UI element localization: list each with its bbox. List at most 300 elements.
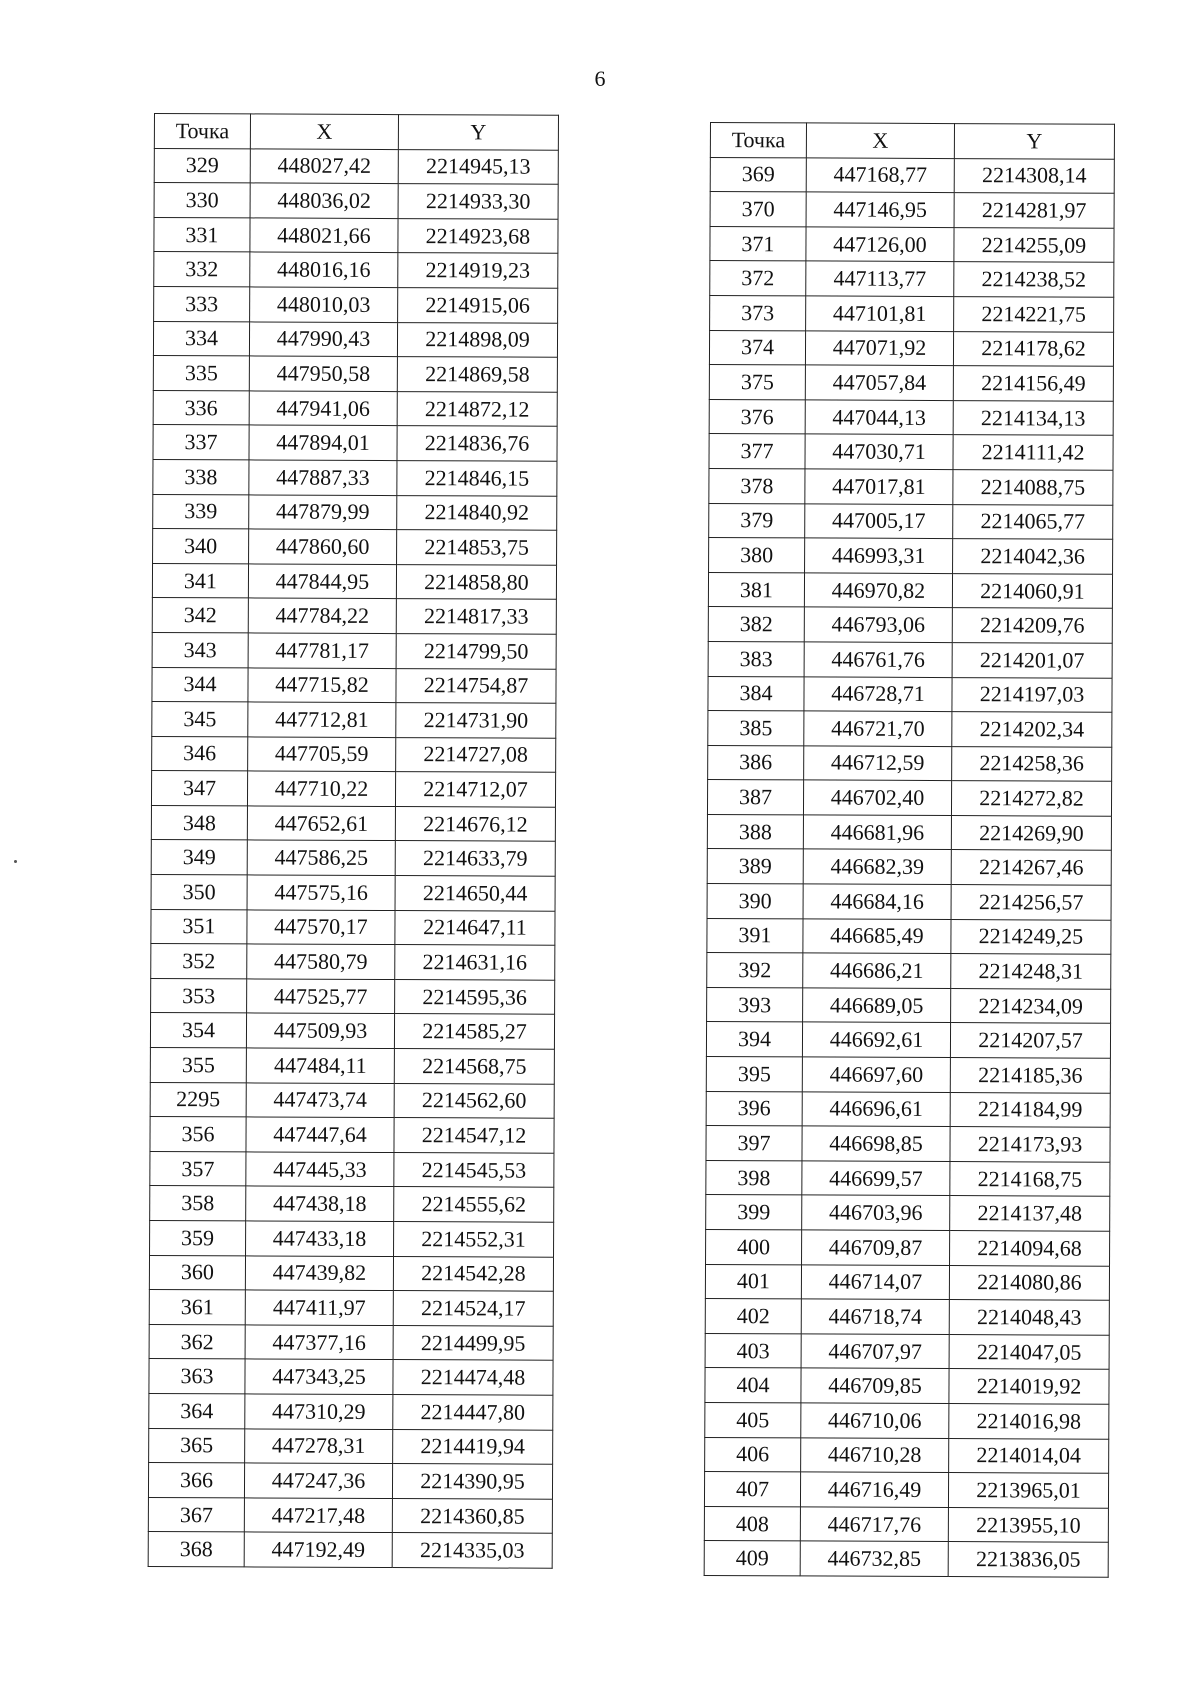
cell-x: 447712,81 [248, 702, 396, 737]
cell-point: 390 [707, 884, 803, 919]
cell-point: 345 [152, 702, 248, 737]
cell-y: 2214047,05 [949, 1334, 1109, 1369]
table-row [710, 261, 1114, 297]
cell-x: 447570,17 [247, 910, 395, 945]
table-row [153, 529, 557, 565]
cell-point: 387 [707, 780, 803, 815]
cell-point: 371 [710, 226, 806, 261]
cell-x: 447781,17 [248, 633, 396, 668]
cell-point: 351 [151, 909, 247, 944]
table-row [151, 944, 555, 980]
cell-point: 384 [708, 676, 804, 711]
table-row [707, 918, 1111, 954]
cell-y: 2213955,10 [948, 1507, 1108, 1542]
cell-y: 2214633,79 [395, 841, 555, 876]
cell-point: 361 [149, 1290, 245, 1325]
cell-x: 447509,93 [246, 1013, 394, 1048]
table-row [149, 1324, 553, 1360]
cell-y: 2214945,13 [398, 149, 558, 184]
cell-point: 377 [709, 434, 805, 469]
table-row [709, 434, 1113, 470]
table-row [706, 1229, 1110, 1265]
table-row [707, 814, 1111, 850]
table-row [705, 1437, 1109, 1473]
cell-x: 446710,28 [801, 1437, 949, 1472]
cell-y: 2214255,09 [954, 227, 1114, 262]
cell-point: 341 [152, 563, 248, 598]
cell-point: 396 [706, 1091, 802, 1126]
cell-y: 2214846,15 [397, 461, 557, 496]
cell-y: 2214111,42 [953, 435, 1113, 470]
table-row [710, 226, 1114, 262]
cell-y: 2214915,06 [398, 288, 558, 323]
cell-point: 331 [154, 217, 250, 252]
table-row [153, 425, 557, 461]
cell-y: 2214248,31 [951, 954, 1111, 989]
cell-x: 446793,06 [804, 607, 952, 642]
cell-point: 343 [152, 632, 248, 667]
cell-y: 2214256,57 [951, 885, 1111, 920]
cell-y: 2214562,60 [394, 1083, 554, 1118]
cell-y: 2214631,16 [395, 945, 555, 980]
cell-x: 447247,36 [244, 1463, 392, 1498]
table-row [706, 1160, 1110, 1196]
cell-y: 2214238,52 [954, 262, 1114, 297]
cell-x: 447101,81 [806, 296, 954, 331]
cell-point: 362 [149, 1324, 245, 1359]
cell-point: 340 [153, 529, 249, 564]
cell-y: 2214134,13 [953, 400, 1113, 435]
cell-point: 381 [708, 572, 804, 607]
cell-y: 2214202,34 [952, 712, 1112, 747]
cell-y: 2214272,82 [951, 781, 1111, 816]
table-header-row [154, 114, 558, 150]
cell-point: 378 [709, 468, 805, 503]
table-row [153, 459, 557, 495]
cell-point: 365 [149, 1428, 245, 1463]
cell-x: 447044,13 [805, 400, 953, 435]
cell-point: 376 [709, 399, 805, 434]
cell-y: 2214267,46 [951, 850, 1111, 885]
cell-point: 370 [710, 192, 806, 227]
cell-x: 446716,49 [800, 1472, 948, 1507]
table-row [148, 1532, 552, 1568]
table-row [707, 884, 1111, 920]
cell-x: 447343,25 [245, 1359, 393, 1394]
table-row [706, 1022, 1110, 1058]
cell-x: 446703,96 [802, 1195, 950, 1230]
cell-y: 2214898,09 [397, 322, 557, 357]
cell-x: 447411,97 [245, 1290, 393, 1325]
table-row [152, 667, 556, 703]
cell-y: 2213836,05 [948, 1542, 1108, 1577]
cell-point: 373 [710, 295, 806, 330]
cell-x: 447580,79 [247, 944, 395, 979]
cell-x: 447445,33 [246, 1152, 394, 1187]
table-row [151, 875, 555, 911]
cell-point: 368 [148, 1532, 244, 1567]
cell-y: 2214474,48 [393, 1360, 553, 1395]
cell-y: 2214731,90 [396, 703, 556, 738]
cell-x: 447784,22 [248, 598, 396, 633]
cell-point: 367 [148, 1497, 244, 1532]
cell-point: 337 [153, 425, 249, 460]
cell-y: 2214308,14 [954, 158, 1114, 193]
table-row [705, 1402, 1109, 1438]
cell-y: 2214249,25 [951, 919, 1111, 954]
table-row [709, 330, 1113, 366]
cell-point: 375 [709, 365, 805, 400]
cell-x: 447894,01 [249, 425, 397, 460]
cell-point: 393 [707, 987, 803, 1022]
cell-point: 401 [705, 1264, 801, 1299]
cell-x: 446712,59 [804, 746, 952, 781]
cell-y: 2214858,80 [396, 564, 556, 599]
cell-x: 447652,61 [247, 806, 395, 841]
table-row [154, 286, 558, 322]
table-row [708, 745, 1112, 781]
cell-x: 446707,97 [801, 1334, 949, 1369]
cell-point: 394 [706, 1022, 802, 1057]
table-row [151, 840, 555, 876]
table-row [151, 909, 555, 945]
cell-point: 400 [706, 1229, 802, 1264]
cell-y: 2214650,44 [395, 876, 555, 911]
table-row [148, 1497, 552, 1533]
table-row [152, 736, 556, 772]
cell-point: 392 [707, 953, 803, 988]
cell-point: 333 [154, 286, 250, 321]
cell-x: 447525,77 [247, 979, 395, 1014]
cell-y: 2214542,28 [393, 1256, 553, 1291]
table-row [154, 252, 558, 288]
cell-y: 2214447,80 [393, 1395, 553, 1430]
cell-x: 446714,07 [801, 1265, 949, 1300]
table-row [706, 1057, 1110, 1093]
cell-y: 2214840,92 [397, 495, 557, 530]
cell-point: 363 [149, 1359, 245, 1394]
cell-point: 405 [705, 1402, 801, 1437]
cell-point: 357 [150, 1151, 246, 1186]
table-row [150, 1220, 554, 1256]
table-row [153, 390, 557, 426]
cell-x: 447950,58 [249, 356, 397, 391]
cell-point: 346 [152, 736, 248, 771]
column-header-x: X [250, 114, 398, 149]
table-row [707, 987, 1111, 1023]
cell-point: 358 [150, 1186, 246, 1221]
table-row [704, 1506, 1108, 1542]
cell-point: 352 [151, 944, 247, 979]
cell-y: 2214390,95 [392, 1464, 552, 1499]
cell-x: 447844,95 [248, 564, 396, 599]
cell-x: 446684,16 [803, 884, 951, 919]
table-row [154, 217, 558, 253]
cell-point: 369 [710, 157, 806, 192]
table-row [149, 1290, 553, 1326]
cell-point: 2295 [150, 1082, 246, 1117]
table-row [706, 1091, 1110, 1127]
cell-x: 447990,43 [249, 321, 397, 356]
table-row [710, 157, 1114, 193]
cell-y: 2214647,11 [395, 910, 555, 945]
cell-y: 2214853,75 [397, 530, 557, 565]
cell-point: 344 [152, 667, 248, 702]
scan-speck [14, 860, 17, 863]
cell-x: 446717,76 [800, 1507, 948, 1542]
table-row [151, 978, 555, 1014]
table-row [148, 1463, 552, 1499]
cell-x: 447278,31 [245, 1428, 393, 1463]
cell-point: 395 [706, 1057, 802, 1092]
cell-y: 2214042,36 [953, 539, 1113, 574]
table-row [152, 632, 556, 668]
table-body-right [704, 157, 1114, 1577]
cell-x: 448016,16 [250, 252, 398, 287]
cell-y: 2214568,75 [394, 1049, 554, 1084]
column-header-y: Y [398, 115, 558, 150]
cell-point: 383 [708, 641, 804, 676]
table-row [150, 1186, 554, 1222]
cell-y: 2214817,33 [396, 599, 556, 634]
cell-y: 2214048,43 [949, 1300, 1109, 1335]
cell-y: 2214919,23 [398, 253, 558, 288]
cell-point: 356 [150, 1117, 246, 1152]
cell-x: 447146,95 [806, 192, 954, 227]
cell-x: 447887,33 [249, 460, 397, 495]
cell-point: 334 [153, 321, 249, 356]
table-row [706, 1195, 1110, 1231]
cell-x: 447586,25 [247, 840, 395, 875]
cell-point: 347 [151, 771, 247, 806]
table-row [705, 1264, 1109, 1300]
table-row [152, 702, 556, 738]
table-row [707, 780, 1111, 816]
table-row [704, 1472, 1108, 1508]
table-row [149, 1393, 553, 1429]
table-row [150, 1151, 554, 1187]
table-row [149, 1359, 553, 1395]
cell-point: 342 [152, 598, 248, 633]
cell-x: 447217,48 [244, 1498, 392, 1533]
table-row [707, 849, 1111, 885]
column-header-y: Y [954, 124, 1114, 159]
cell-x: 446970,82 [804, 573, 952, 608]
cell-point: 409 [704, 1541, 800, 1576]
cell-x: 448021,66 [250, 218, 398, 253]
cell-y: 2214545,53 [394, 1152, 554, 1187]
cell-y: 2214137,48 [950, 1196, 1110, 1231]
cell-y: 2214080,86 [949, 1265, 1109, 1300]
cell-x: 447071,92 [805, 330, 953, 365]
cell-y: 2214258,36 [952, 746, 1112, 781]
cell-x: 447310,29 [245, 1394, 393, 1429]
table-row [154, 183, 558, 219]
cell-y: 2214555,62 [394, 1187, 554, 1222]
cell-y: 2214016,98 [949, 1404, 1109, 1439]
table-row [708, 572, 1112, 608]
cell-y: 2214281,97 [954, 193, 1114, 228]
coordinates-table-left [148, 113, 559, 1569]
cell-x: 446686,21 [803, 953, 951, 988]
table-row [708, 711, 1112, 747]
cell-x: 446692,61 [802, 1022, 950, 1057]
cell-y: 2213965,01 [948, 1473, 1108, 1508]
cell-y: 2214184,99 [950, 1092, 1110, 1127]
cell-x: 447005,17 [805, 503, 953, 538]
cell-y: 2214088,75 [953, 470, 1113, 505]
table-row [708, 676, 1112, 712]
cell-x: 447447,64 [246, 1117, 394, 1152]
cell-x: 447575,16 [247, 875, 395, 910]
cell-point: 353 [151, 978, 247, 1013]
cell-point: 386 [708, 745, 804, 780]
table-row [151, 771, 555, 807]
cell-y: 2214269,90 [951, 815, 1111, 850]
cell-point: 339 [153, 494, 249, 529]
table-row [706, 1126, 1110, 1162]
cell-point: 380 [709, 538, 805, 573]
cell-point: 408 [704, 1506, 800, 1541]
cell-y: 2214234,09 [951, 988, 1111, 1023]
cell-x: 447439,82 [245, 1256, 393, 1291]
cell-x: 446718,74 [801, 1299, 949, 1334]
cell-x: 446685,49 [803, 919, 951, 954]
cell-y: 2214060,91 [952, 573, 1112, 608]
cell-x: 446682,39 [803, 849, 951, 884]
coordinates-table-right [704, 122, 1115, 1578]
cell-y: 2214014,04 [949, 1438, 1109, 1473]
table-row [708, 607, 1112, 643]
cell-point: 349 [151, 840, 247, 875]
cell-y: 2214221,75 [954, 297, 1114, 332]
cell-point: 379 [709, 503, 805, 538]
cell-y: 2214207,57 [950, 1023, 1110, 1058]
cell-y: 2214676,12 [395, 806, 555, 841]
cell-y: 2214552,31 [394, 1222, 554, 1257]
cell-x: 446698,85 [802, 1126, 950, 1161]
cell-x: 446993,31 [805, 538, 953, 573]
cell-point: 350 [151, 875, 247, 910]
cell-y: 2214209,76 [952, 608, 1112, 643]
cell-point: 388 [707, 814, 803, 849]
cell-point: 398 [706, 1160, 802, 1195]
cell-x: 447705,59 [248, 737, 396, 772]
cell-x: 447941,06 [249, 391, 397, 426]
cell-point: 407 [704, 1472, 800, 1507]
cell-y: 2214173,93 [950, 1127, 1110, 1162]
cell-point: 335 [153, 356, 249, 391]
column-header-point: Точка [710, 123, 806, 158]
cell-point: 329 [154, 148, 250, 183]
cell-y: 2214585,27 [394, 1014, 554, 1049]
cell-x: 448010,03 [250, 287, 398, 322]
cell-y: 2214923,68 [398, 218, 558, 253]
cell-y: 2214754,87 [396, 668, 556, 703]
cell-point: 372 [710, 261, 806, 296]
cell-y: 2214595,36 [395, 979, 555, 1014]
cell-y: 2214168,75 [950, 1161, 1110, 1196]
table-row [153, 321, 557, 357]
table-row [153, 494, 557, 530]
table-row [149, 1255, 553, 1291]
cell-point: 404 [705, 1368, 801, 1403]
cell-y: 2214933,30 [398, 184, 558, 219]
cell-x: 447438,18 [246, 1186, 394, 1221]
page-number: 6 [594, 66, 606, 91]
cell-point: 364 [149, 1393, 245, 1428]
cell-point: 403 [705, 1333, 801, 1368]
table-row [705, 1299, 1109, 1335]
table-row [710, 192, 1114, 228]
cell-point: 332 [154, 252, 250, 287]
cell-x: 447433,18 [246, 1221, 394, 1256]
table-row [153, 356, 557, 392]
table-row [705, 1333, 1109, 1369]
cell-x: 447484,11 [246, 1048, 394, 1083]
table-row [709, 365, 1113, 401]
column-header-x: X [806, 123, 954, 158]
table-row [151, 805, 555, 841]
cell-y: 2214872,12 [397, 391, 557, 426]
table-row [152, 598, 556, 634]
cell-x: 446696,61 [802, 1092, 950, 1127]
cell-x: 446697,60 [802, 1057, 950, 1092]
cell-y: 2214869,58 [397, 357, 557, 392]
cell-point: 374 [709, 330, 805, 365]
column-header-point: Точка [154, 114, 250, 149]
cell-x: 447168,77 [806, 158, 954, 193]
cell-point: 389 [707, 849, 803, 884]
cell-y: 2214335,03 [392, 1533, 552, 1568]
cell-x: 446681,96 [803, 815, 951, 850]
cell-y: 2214019,92 [949, 1369, 1109, 1404]
cell-x: 447030,71 [805, 434, 953, 469]
table-row [704, 1541, 1108, 1577]
cell-y: 2214185,36 [950, 1058, 1110, 1093]
table-row [150, 1013, 554, 1049]
cell-y: 2214360,85 [392, 1498, 552, 1533]
cell-y: 2214197,03 [952, 677, 1112, 712]
table-row [709, 468, 1113, 504]
cell-x: 447377,16 [245, 1325, 393, 1360]
table-row [709, 399, 1113, 435]
cell-point: 399 [706, 1195, 802, 1230]
cell-x: 447473,74 [246, 1083, 394, 1118]
table-row [150, 1082, 554, 1118]
cell-y: 2214547,12 [394, 1118, 554, 1153]
cell-y: 2214712,07 [395, 772, 555, 807]
cell-y: 2214065,77 [953, 504, 1113, 539]
cell-x: 446721,70 [804, 711, 952, 746]
cell-x: 446702,40 [803, 780, 951, 815]
cell-y: 2214727,08 [396, 737, 556, 772]
cell-y: 2214499,95 [393, 1325, 553, 1360]
cell-point: 385 [708, 711, 804, 746]
table-row [707, 953, 1111, 989]
table-header-row [710, 123, 1114, 159]
cell-x: 448036,02 [250, 183, 398, 218]
table-row [150, 1117, 554, 1153]
cell-x: 447113,77 [806, 261, 954, 296]
cell-y: 2214836,76 [397, 426, 557, 461]
cell-point: 360 [149, 1255, 245, 1290]
cell-x: 446732,85 [800, 1541, 948, 1576]
cell-y: 2214178,62 [953, 331, 1113, 366]
table-row [710, 295, 1114, 331]
cell-point: 355 [150, 1048, 246, 1083]
cell-point: 338 [153, 459, 249, 494]
